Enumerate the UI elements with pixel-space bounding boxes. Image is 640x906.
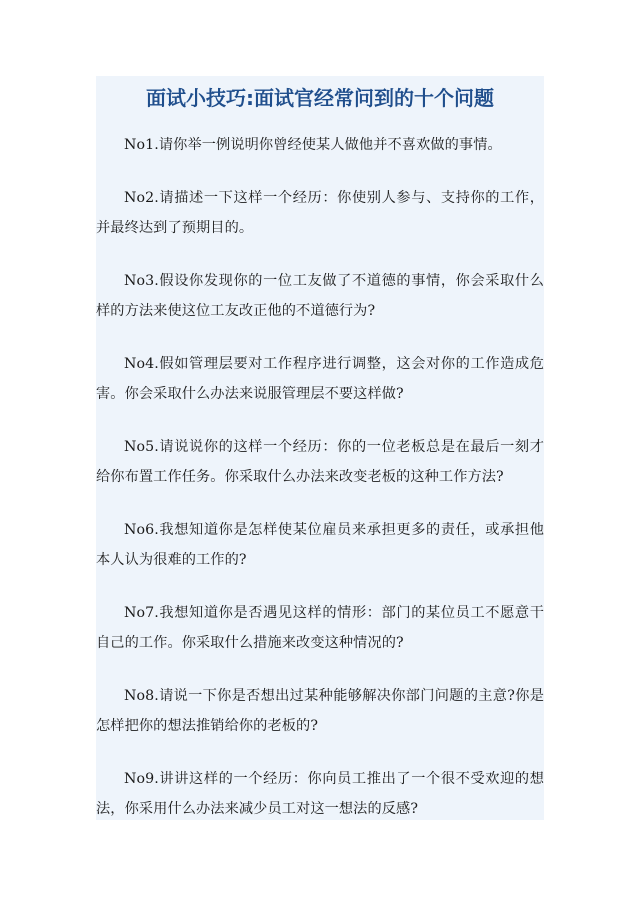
question-item: No1.请你举一例说明你曾经使某人做他并不喜欢做的事情。	[124, 137, 502, 153]
question-list	[96, 130, 544, 847]
question-item: No8.请说一下你是否想出过某种能够解决你部门问题的主意?你是怎样把你的想法推销给你的老板的?	[96, 688, 544, 734]
question-item: No9.讲讲这样的一个经历：你向员工推出了一个很不受欢迎的想法，你采用什么办法来减少员工对这一想法的反感?	[96, 771, 544, 817]
question-item: No5.请说说你的这样一个经历：你的一位老板总是在最后一刻才给你布置工作任务。你采取什么办法来改变老板的这种工作方法?	[96, 439, 544, 485]
document-page	[96, 76, 544, 820]
question-item: No3.假设你发现你的一位工友做了不道德的事情，你会采取什么样的方法来使这位工友改正他的不道德行为?	[96, 273, 544, 319]
question-item: No2.请描述一下这样一个经历：你使别人参与、支持你的工作，并最终达到了预期目的。	[96, 190, 544, 236]
page-title: 面试小技巧:面试官经常问到的十个问题	[146, 86, 494, 110]
question-item: No7.我想知道你是否遇见这样的情形：部门的某位员工不愿意干自己的工作。你采取什么措施来改变这种情况的?	[96, 605, 544, 651]
question-item: No4.假如管理层要对工作程序进行调整，这会对你的工作造成危害。你会采取什么办法来说服管理层不要这样做?	[96, 356, 544, 402]
question-item: No6.我想知道你是怎样使某位雇员来承担更多的责任，或承担他本人认为很难的工作的?	[96, 522, 544, 568]
